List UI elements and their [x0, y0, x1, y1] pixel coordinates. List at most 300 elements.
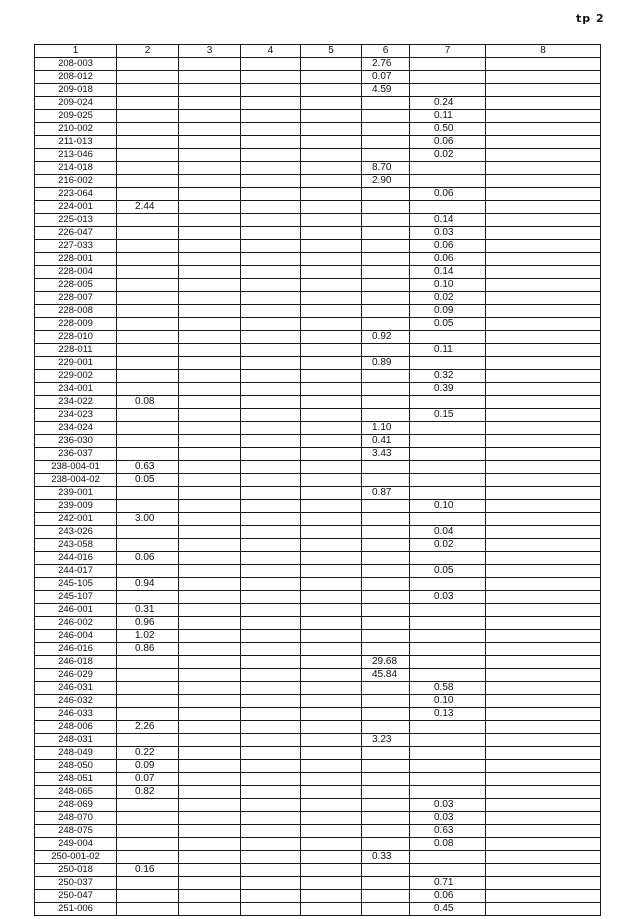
row-code-cell: 243-026	[35, 526, 117, 539]
row-code-cell: 229-001	[35, 357, 117, 370]
value-cell-col5	[301, 617, 362, 630]
value-cell-col6	[362, 630, 410, 643]
value-cell-col4	[241, 604, 301, 617]
value-cell-col2	[117, 877, 179, 890]
row-code-cell: 249-004	[35, 838, 117, 851]
table-row	[35, 292, 601, 305]
table-row	[35, 825, 601, 838]
value-cell-col2	[117, 851, 179, 864]
value-cell-col4	[241, 617, 301, 630]
value-cell-col5	[301, 435, 362, 448]
table-row	[35, 487, 601, 500]
row-code-cell: 213-046	[35, 149, 117, 162]
value-cell-col8	[486, 617, 601, 630]
value-cell-col2	[117, 500, 179, 513]
value-cell-col4	[241, 357, 301, 370]
value-cell-col5	[301, 188, 362, 201]
table-row	[35, 864, 601, 877]
value-cell-col2: 0.16	[117, 864, 179, 877]
value-cell-col3	[179, 331, 241, 344]
row-code-cell: 239-009	[35, 500, 117, 513]
value-cell-col3	[179, 656, 241, 669]
row-code-cell: 228-008	[35, 305, 117, 318]
value-cell-col6	[362, 136, 410, 149]
row-code-cell: 250-047	[35, 890, 117, 903]
row-code-cell: 246-001	[35, 604, 117, 617]
value-cell-col7: 0.06	[410, 253, 486, 266]
value-cell-col8	[486, 58, 601, 71]
row-code-cell: 248-051	[35, 773, 117, 786]
value-cell-col2	[117, 682, 179, 695]
value-cell-col7	[410, 357, 486, 370]
table-row	[35, 58, 601, 71]
row-code-cell: 243-058	[35, 539, 117, 552]
value-cell-col3	[179, 864, 241, 877]
value-cell-col7: 0.05	[410, 318, 486, 331]
value-cell-col7: 0.02	[410, 149, 486, 162]
value-cell-col7	[410, 656, 486, 669]
table-row	[35, 773, 601, 786]
value-cell-col3	[179, 227, 241, 240]
value-cell-col4	[241, 773, 301, 786]
value-cell-col2	[117, 188, 179, 201]
value-cell-col5	[301, 591, 362, 604]
value-cell-col7: 0.14	[410, 214, 486, 227]
value-cell-col3	[179, 773, 241, 786]
value-cell-col3	[179, 97, 241, 110]
value-cell-col7	[410, 162, 486, 175]
value-cell-col3	[179, 435, 241, 448]
value-cell-col2	[117, 448, 179, 461]
table-row	[35, 435, 601, 448]
value-cell-col4	[241, 838, 301, 851]
value-cell-col7	[410, 513, 486, 526]
row-code-cell: 209-018	[35, 84, 117, 97]
value-cell-col8	[486, 292, 601, 305]
row-code-cell: 208-003	[35, 58, 117, 71]
page-mark: tp 2	[576, 12, 605, 25]
value-cell-col5	[301, 604, 362, 617]
value-cell-col8	[486, 604, 601, 617]
value-cell-col3	[179, 877, 241, 890]
value-cell-col6: 2.90	[362, 175, 410, 188]
value-cell-col3	[179, 760, 241, 773]
table-row	[35, 370, 601, 383]
table-row	[35, 656, 601, 669]
table-row	[35, 721, 601, 734]
row-code-cell: 245-105	[35, 578, 117, 591]
value-cell-col4	[241, 409, 301, 422]
value-cell-col5	[301, 422, 362, 435]
value-cell-col7: 0.10	[410, 695, 486, 708]
value-cell-col6	[362, 240, 410, 253]
value-cell-col8	[486, 448, 601, 461]
table-row	[35, 734, 601, 747]
row-code-cell: 248-031	[35, 734, 117, 747]
value-cell-col3	[179, 903, 241, 916]
value-cell-col4	[241, 630, 301, 643]
row-code-cell: 246-004	[35, 630, 117, 643]
value-cell-col2	[117, 591, 179, 604]
value-cell-col5	[301, 110, 362, 123]
value-cell-col6: 3.43	[362, 448, 410, 461]
row-code-cell: 250-018	[35, 864, 117, 877]
value-cell-col3	[179, 630, 241, 643]
value-cell-col5	[301, 214, 362, 227]
table-row	[35, 383, 601, 396]
header-row	[35, 45, 601, 58]
row-code-cell: 228-001	[35, 253, 117, 266]
value-cell-col7	[410, 487, 486, 500]
table-row	[35, 539, 601, 552]
value-cell-col5	[301, 552, 362, 565]
table-row	[35, 253, 601, 266]
table-body	[35, 58, 601, 916]
value-cell-col7: 0.11	[410, 344, 486, 357]
value-cell-col3	[179, 786, 241, 799]
value-cell-col8	[486, 838, 601, 851]
value-cell-col8	[486, 825, 601, 838]
value-cell-col5	[301, 643, 362, 656]
value-cell-col8	[486, 539, 601, 552]
value-cell-col8	[486, 71, 601, 84]
row-code-cell: 228-009	[35, 318, 117, 331]
table-row	[35, 643, 601, 656]
value-cell-col2	[117, 175, 179, 188]
value-cell-col4	[241, 578, 301, 591]
table-row	[35, 201, 601, 214]
table-row	[35, 760, 601, 773]
value-cell-col2: 1.02	[117, 630, 179, 643]
value-cell-col5	[301, 760, 362, 773]
value-cell-col3	[179, 812, 241, 825]
value-cell-col8	[486, 630, 601, 643]
value-cell-col6: 0.07	[362, 71, 410, 84]
value-cell-col3	[179, 188, 241, 201]
table-row	[35, 682, 601, 695]
value-cell-col3	[179, 734, 241, 747]
table-row	[35, 188, 601, 201]
value-cell-col3	[179, 71, 241, 84]
value-cell-col6	[362, 682, 410, 695]
table-row	[35, 604, 601, 617]
value-cell-col2	[117, 253, 179, 266]
value-cell-col4	[241, 318, 301, 331]
value-cell-col2: 0.05	[117, 474, 179, 487]
value-cell-col2	[117, 422, 179, 435]
value-cell-col6	[362, 383, 410, 396]
value-cell-col4	[241, 721, 301, 734]
value-cell-col3	[179, 851, 241, 864]
row-code-cell: 228-007	[35, 292, 117, 305]
value-cell-col2	[117, 734, 179, 747]
value-cell-col8	[486, 240, 601, 253]
value-cell-col4	[241, 825, 301, 838]
value-cell-col7: 0.09	[410, 305, 486, 318]
value-cell-col4	[241, 708, 301, 721]
value-cell-col3	[179, 526, 241, 539]
value-cell-col5	[301, 500, 362, 513]
table-row	[35, 565, 601, 578]
value-cell-col6	[362, 708, 410, 721]
value-cell-col6	[362, 526, 410, 539]
row-code-cell: 246-033	[35, 708, 117, 721]
value-cell-col5	[301, 864, 362, 877]
table-row	[35, 110, 601, 123]
value-cell-col5	[301, 669, 362, 682]
value-cell-col8	[486, 435, 601, 448]
value-cell-col5	[301, 734, 362, 747]
value-cell-col5	[301, 331, 362, 344]
table-row	[35, 396, 601, 409]
value-cell-col3	[179, 149, 241, 162]
value-cell-col6: 2.76	[362, 58, 410, 71]
value-cell-col7: 0.71	[410, 877, 486, 890]
value-cell-col2	[117, 318, 179, 331]
value-cell-col5	[301, 318, 362, 331]
value-cell-col2	[117, 58, 179, 71]
value-cell-col8	[486, 188, 601, 201]
value-cell-col8	[486, 760, 601, 773]
value-cell-col4	[241, 669, 301, 682]
value-cell-col5	[301, 136, 362, 149]
value-cell-col5	[301, 240, 362, 253]
value-cell-col8	[486, 903, 601, 916]
value-cell-col8	[486, 461, 601, 474]
value-cell-col6	[362, 227, 410, 240]
value-cell-col4	[241, 799, 301, 812]
value-cell-col3	[179, 669, 241, 682]
row-code-cell: 239-001	[35, 487, 117, 500]
value-cell-col7	[410, 201, 486, 214]
value-cell-col3	[179, 162, 241, 175]
value-cell-col5	[301, 539, 362, 552]
value-cell-col3	[179, 461, 241, 474]
value-cell-col7: 0.15	[410, 409, 486, 422]
value-cell-col4	[241, 266, 301, 279]
value-cell-col5	[301, 344, 362, 357]
value-cell-col5	[301, 461, 362, 474]
row-code-cell: 246-002	[35, 617, 117, 630]
value-cell-col8	[486, 812, 601, 825]
table-row	[35, 240, 601, 253]
value-cell-col2	[117, 708, 179, 721]
value-cell-col2: 2.44	[117, 201, 179, 214]
value-cell-col2	[117, 136, 179, 149]
value-cell-col6: 45.84	[362, 669, 410, 682]
value-cell-col7: 0.10	[410, 279, 486, 292]
value-cell-col4	[241, 214, 301, 227]
value-cell-col7	[410, 630, 486, 643]
value-cell-col7	[410, 669, 486, 682]
value-cell-col2: 0.96	[117, 617, 179, 630]
table-row	[35, 461, 601, 474]
value-cell-col6	[362, 344, 410, 357]
value-cell-col5	[301, 526, 362, 539]
value-cell-col8	[486, 786, 601, 799]
value-cell-col2: 0.31	[117, 604, 179, 617]
value-cell-col5	[301, 266, 362, 279]
value-cell-col3	[179, 890, 241, 903]
row-code-cell: 208-012	[35, 71, 117, 84]
value-cell-col6	[362, 799, 410, 812]
value-cell-col7	[410, 851, 486, 864]
row-code-cell: 246-031	[35, 682, 117, 695]
value-cell-col8	[486, 877, 601, 890]
value-cell-col6	[362, 396, 410, 409]
value-cell-col3	[179, 682, 241, 695]
table-row	[35, 812, 601, 825]
value-cell-col4	[241, 565, 301, 578]
column-header-3: 3	[179, 45, 241, 58]
value-cell-col6	[362, 539, 410, 552]
value-cell-col6	[362, 123, 410, 136]
value-cell-col7: 0.06	[410, 240, 486, 253]
table-row	[35, 149, 601, 162]
value-cell-col4	[241, 643, 301, 656]
value-cell-col4	[241, 903, 301, 916]
value-cell-col5	[301, 799, 362, 812]
value-cell-col2: 0.22	[117, 747, 179, 760]
value-cell-col3	[179, 578, 241, 591]
table-row	[35, 162, 601, 175]
value-cell-col8	[486, 409, 601, 422]
value-cell-col4	[241, 864, 301, 877]
value-cell-col8	[486, 331, 601, 344]
table-row	[35, 695, 601, 708]
value-cell-col2	[117, 435, 179, 448]
value-cell-col6: 4.59	[362, 84, 410, 97]
value-cell-col2	[117, 227, 179, 240]
row-code-cell: 234-023	[35, 409, 117, 422]
value-cell-col6: 0.92	[362, 331, 410, 344]
row-code-cell: 223-064	[35, 188, 117, 201]
table-row	[35, 591, 601, 604]
value-cell-col5	[301, 123, 362, 136]
row-code-cell: 227-033	[35, 240, 117, 253]
value-cell-col8	[486, 162, 601, 175]
value-cell-col7: 0.03	[410, 799, 486, 812]
value-cell-col7	[410, 643, 486, 656]
value-cell-col4	[241, 552, 301, 565]
value-cell-col3	[179, 84, 241, 97]
value-cell-col2	[117, 825, 179, 838]
value-cell-col7	[410, 474, 486, 487]
value-cell-col2: 0.63	[117, 461, 179, 474]
value-cell-col5	[301, 565, 362, 578]
value-cell-col5	[301, 487, 362, 500]
column-header-1: 1	[35, 45, 117, 58]
value-cell-col5	[301, 682, 362, 695]
value-cell-col2	[117, 71, 179, 84]
value-cell-col4	[241, 890, 301, 903]
value-cell-col6	[362, 149, 410, 162]
value-cell-col2: 0.09	[117, 760, 179, 773]
value-cell-col7: 0.11	[410, 110, 486, 123]
value-cell-col2	[117, 812, 179, 825]
value-cell-col6	[362, 513, 410, 526]
value-cell-col2	[117, 162, 179, 175]
value-cell-col5	[301, 305, 362, 318]
value-cell-col6	[362, 370, 410, 383]
row-code-cell: 242-001	[35, 513, 117, 526]
value-cell-col3	[179, 487, 241, 500]
table-header	[35, 45, 601, 58]
value-cell-col7: 0.14	[410, 266, 486, 279]
table-row	[35, 318, 601, 331]
row-code-cell: 234-022	[35, 396, 117, 409]
value-cell-col5	[301, 58, 362, 71]
value-cell-col8	[486, 422, 601, 435]
value-cell-col5	[301, 357, 362, 370]
value-cell-col4	[241, 71, 301, 84]
value-cell-col8	[486, 682, 601, 695]
value-cell-col6	[362, 838, 410, 851]
value-cell-col4	[241, 448, 301, 461]
value-cell-col5	[301, 513, 362, 526]
value-cell-col8	[486, 526, 601, 539]
value-cell-col5	[301, 890, 362, 903]
value-cell-col6: 0.87	[362, 487, 410, 500]
value-cell-col5	[301, 851, 362, 864]
table-row	[35, 669, 601, 682]
value-cell-col6	[362, 890, 410, 903]
value-cell-col2: 3.00	[117, 513, 179, 526]
value-cell-col5	[301, 149, 362, 162]
value-cell-col4	[241, 539, 301, 552]
value-cell-col2	[117, 279, 179, 292]
value-cell-col8	[486, 552, 601, 565]
value-cell-col3	[179, 266, 241, 279]
value-cell-col3	[179, 201, 241, 214]
value-cell-col8	[486, 227, 601, 240]
value-cell-col4	[241, 526, 301, 539]
value-cell-col6	[362, 318, 410, 331]
value-cell-col8	[486, 773, 601, 786]
value-cell-col4	[241, 682, 301, 695]
value-cell-col8	[486, 266, 601, 279]
value-cell-col7	[410, 435, 486, 448]
value-cell-col6	[362, 617, 410, 630]
table-row	[35, 175, 601, 188]
value-cell-col3	[179, 422, 241, 435]
value-cell-col6: 1.10	[362, 422, 410, 435]
value-cell-col6	[362, 565, 410, 578]
value-cell-col2	[117, 370, 179, 383]
column-header-2: 2	[117, 45, 179, 58]
value-cell-col3	[179, 110, 241, 123]
value-cell-col7	[410, 71, 486, 84]
value-cell-col5	[301, 825, 362, 838]
value-cell-col3	[179, 58, 241, 71]
value-cell-col5	[301, 877, 362, 890]
value-cell-col6: 0.33	[362, 851, 410, 864]
value-cell-col3	[179, 175, 241, 188]
value-cell-col2: 0.94	[117, 578, 179, 591]
value-cell-col6	[362, 292, 410, 305]
table-row	[35, 448, 601, 461]
value-cell-col4	[241, 253, 301, 266]
value-cell-col6	[362, 604, 410, 617]
row-code-cell: 236-030	[35, 435, 117, 448]
table-row	[35, 578, 601, 591]
value-cell-col6	[362, 903, 410, 916]
value-cell-col3	[179, 708, 241, 721]
value-cell-col4	[241, 656, 301, 669]
value-cell-col7: 0.05	[410, 565, 486, 578]
value-cell-col6: 0.89	[362, 357, 410, 370]
value-cell-col4	[241, 175, 301, 188]
